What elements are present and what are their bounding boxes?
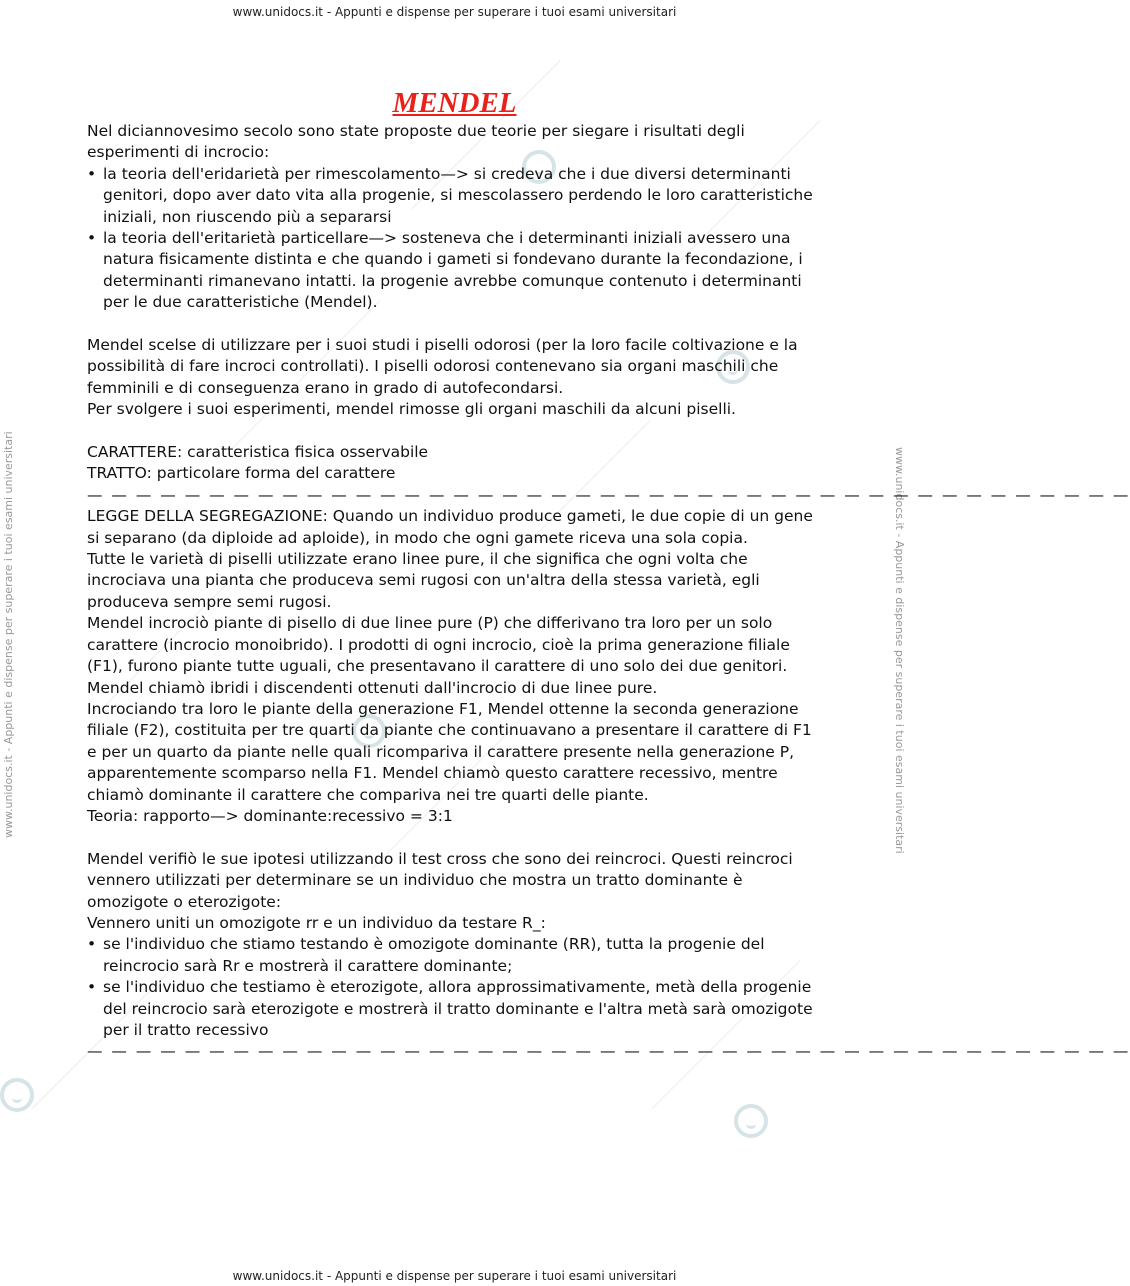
list-item: • la teoria dell'eritarietà particellare—> sosteneva che i determinanti iniziali avessero una natura fisicamente distinta e che quando i gameti si fondevano durante la fecondazione, i determinanti rimanevano intatti. la progenie avrebbe comunque contenuto i determinanti per le due caratteristiche (Mendel). [87, 228, 822, 314]
list-item: • la teoria dell'eridarietà per rimescolamento—> si credeva che i due diversi determinanti genitori, dopo aver dato vita alla progenie, si mescolassero perdendo le loro caratteristiche iniziali, non riuscendo più a separarsi [87, 164, 822, 228]
right-side-watermark: www.unidocs.it - Appunti e dispense per superare i tuoi esami universitari [893, 446, 906, 854]
teoria-line: Teoria: rapporto—> dominante:recessivo = 3:1 [87, 806, 453, 825]
list-item: • se l'individuo che testiamo è eterozigote, allora approssimativamente, metà della progenie del reincrocio sarà eterozigote e mostrerà il tratto dominante e l'altra metà sarà omozigote per il tratto recessivo [87, 977, 822, 1041]
legge-segregazione-paragraph: LEGGE DELLA SEGREGAZIONE: Quando un individuo produce gameti, le due copie di un gene si separano (da diploide ad aploide), in modo che ogni gamete riceva una sola copia. [87, 507, 813, 547]
incrocio-paragraph: Mendel incrociò piante di pisello di due linee pure (P) che differivano tra loro per un solo carattere (incrocio monoibrido). I prodotti di ogni incrocio, cioè la prima generazione filiale (F1), furono piante tutte uguali, che presentavano il carattere di uno solo dei due genitori. [87, 614, 790, 676]
intro-paragraph: Nel diciannovesimo secolo sono state proposte due teorie per siegare i risultati degli esperimenti di incrocio: [87, 122, 745, 162]
ibridi-paragraph: Mendel chiamò ibridi i discendenti ottenuti dall'incrocio di due linee pure. [87, 678, 658, 697]
piselli-paragraph: Mendel scelse di utilizzare per i suoi studi i piselli odorosi (per la loro facile coltivazione e la possibilità di fare incroci controllati). I piselli odorosi contenevano sia organi maschili che femminili e di conseguenza erano in grado di autofecondarsi. [87, 336, 798, 397]
esperimenti-paragraph: Per svolgere i suoi esperimenti, mendel rimosse gli organi maschili da alcuni piselli. [87, 400, 736, 419]
theories-list [87, 164, 822, 314]
left-side-watermark: www.unidocs.it - Appunti e dispense per superare i tuoi esami universitari [2, 431, 15, 839]
varieta-paragraph: Tutte le varietà di piselli utilizzate erano linee pure, il che significa che ogni volta che incrociava una pianta che produceva semi rugosi con un'altra della stessa varietà, egli produceva sempre semi rugosi. [87, 550, 760, 611]
unidocs-logo-icon [734, 1104, 768, 1138]
separator-line: — — — — — — — — — — — — — — — — — — — — — — — — — — — — — — — — — — — — — — — — — — — [87, 1042, 1130, 1061]
definition-tratto: TRATTO: particolare forma del carattere [87, 464, 396, 483]
unidocs-logo-icon [0, 1078, 34, 1112]
header-watermark: www.unidocs.it - Appunti e dispense per superare i tuoi esami universitari [232, 5, 677, 19]
separator-line: — — — — — — — — — — — — — — — — — — — — — — — — — — — — — — — — — — — — — — — — — — — [87, 485, 1130, 504]
uniti-line: Vennero uniti un omozigote rr e un individuo da testare R_: [87, 913, 546, 932]
list-item: • se l'individuo che stiamo testando è omozigote dominante (RR), tutta la progenie del reincrocio sarà Rr e mostrerà il carattere dominante; [87, 934, 822, 977]
definition-carattere: CARATTERE: caratteristica fisica osservabile [87, 443, 429, 462]
footer-watermark: www.unidocs.it - Appunti e dispense per superare i tuoi esami universitari [232, 1269, 677, 1283]
f2-paragraph: Incrociando tra loro le piante della generazione F1, Mendel ottenne la seconda generazione filiale (F2), costituita per tre quarti da piante che continuavano a presentare il carattere di F1 e per un quarto da piante nelle quali ricompariva il carattere presente nella generazione P, apparentemente scomparso nella F1. Mendel chiamò questo carattere recessivo, mentre chiamò dominante il carattere che compariva nei tre quarti delle piante. [87, 699, 812, 804]
testcross-paragraph: Mendel verifiò le sue ipotesi utilizzando il test cross che sono dei reincroci. Questi reincroci vennero utilizzati per determinare se un individuo che mostra un tratto dominante è omozigote o eterozigote: [87, 849, 793, 911]
cases-list [87, 934, 822, 1041]
document-title: MENDEL [392, 87, 517, 119]
